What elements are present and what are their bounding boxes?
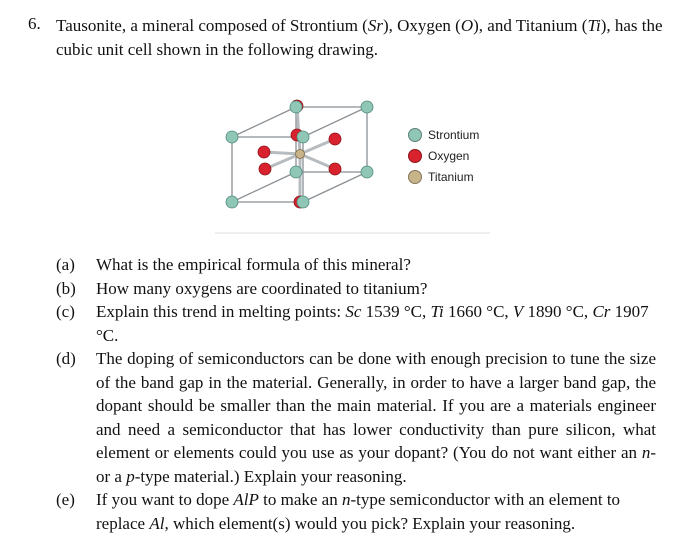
question-number: 6. <box>28 14 41 33</box>
part-text: If you want to dope AlP to make an n-type semiconductor with an element to replace Al, which element(s) would you pick? Explain your reasoning. <box>96 490 621 533</box>
legend-item-oxygen <box>408 145 479 166</box>
part-d <box>56 347 656 488</box>
legend-item-strontium <box>408 124 479 145</box>
oxygen-atom <box>259 163 271 175</box>
legend-label: Strontium <box>428 127 480 142</box>
part-label: (e) <box>56 490 75 509</box>
part-b <box>56 277 656 301</box>
strontium-swatch <box>408 128 422 142</box>
strontium-atom <box>226 131 238 143</box>
legend-label: Oxygen <box>428 148 470 163</box>
oxygen-atom <box>258 146 270 158</box>
part-text: The doping of semiconductors can be done with enough precision to tune the size of the band gap in the material. Generally, in order to have a larger band gap, the dopant should be smaller than the main material. If you are a materials engineer and need a semiconductor that has lower conductivity than pure silicon, what element or elements could you use as your dopant? (You do not want either an n- or a p-type material.) Explain your reasoning. <box>96 349 656 486</box>
legend-label: Titanium <box>428 169 474 184</box>
part-text: What is the empirical formula of this mineral? <box>96 255 411 274</box>
figure-legend <box>408 124 479 187</box>
strontium-atom <box>290 101 302 113</box>
strontium-atom <box>361 101 373 113</box>
part-label: (d) <box>56 349 76 368</box>
legend-item-titanium <box>408 166 479 187</box>
part-label: (c) <box>56 302 75 321</box>
part-c <box>56 300 656 347</box>
oxygen-atom <box>329 133 341 145</box>
strontium-atom <box>297 131 309 143</box>
titanium-swatch <box>408 170 422 184</box>
titanium-atom <box>296 150 305 159</box>
question-intro: Tausonite, a mineral composed of Strontium (Sr), Oxygen (O), and Titanium (Ti), has the cubic unit cell shown in the following drawing. <box>56 16 663 59</box>
part-label: (b) <box>56 278 76 298</box>
question-parts <box>56 253 656 535</box>
part-e <box>56 488 656 535</box>
oxygen-atom <box>329 163 341 175</box>
strontium-atom <box>297 196 309 208</box>
oxygen-swatch <box>408 149 422 163</box>
part-label: (a) <box>56 255 75 274</box>
strontium-atom <box>361 166 373 178</box>
strontium-atom <box>290 166 302 178</box>
part-a <box>56 253 656 277</box>
strontium-atom <box>226 196 238 208</box>
part-text: How many oxygens are coordinated to titanium? <box>96 278 428 298</box>
part-text: Explain this trend in melting points: Sc 1539 °C, Ti 1660 °C, V 1890 °C, Cr 1907 °C. <box>96 302 649 345</box>
